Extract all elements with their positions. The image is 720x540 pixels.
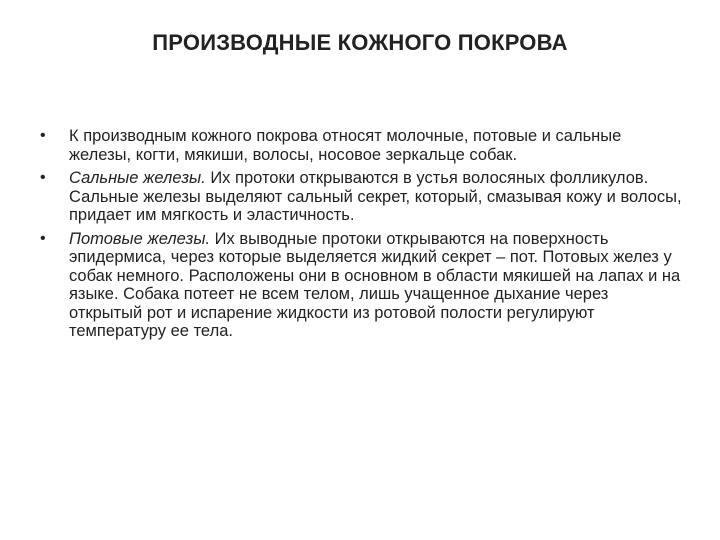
slide-title: ПРОИЗВОДНЫЕ КОЖНОГО ПОКРОВА: [152, 30, 568, 55]
bullet-item-sebaceous-glands: [36, 169, 686, 225]
bullet-icon: •: [40, 127, 46, 144]
bullet-icon: •: [40, 229, 46, 247]
bullet-term: Потовые железы.: [69, 229, 211, 248]
bullet-term: Сальные железы.: [69, 169, 206, 187]
bullet-text: Их выводные протоки открываются на поверхность эпидермиса, через которые выделяется жидкий секрет – пот. Потовых желез у собак немного. Расположены они в основном в области мякишей на лапах и на языке. Собака потеет не всем телом, лишь учащенное дыхание через открытый рот и испарение жидкости из ротовой полости регулируют температуру ее тела.: [69, 229, 681, 340]
bullet-list: [36, 127, 686, 346]
bullet-item-sweat-glands: [36, 230, 686, 341]
bullet-icon: •: [40, 169, 46, 186]
bullet-text: Их протоки открываются в устья волосяных фолликулов. Сальные железы выделяют сальный секрет, который, смазывая кожу и волосы, придает им мягкость и эластичность.: [69, 169, 682, 224]
bullet-item-skin-derivatives: [36, 127, 686, 164]
bullet-text: К производным кожного покрова относят молочные, потовые и сальные железы, когти, мякиши, волосы, носовое зеркальце собак.: [69, 127, 622, 164]
